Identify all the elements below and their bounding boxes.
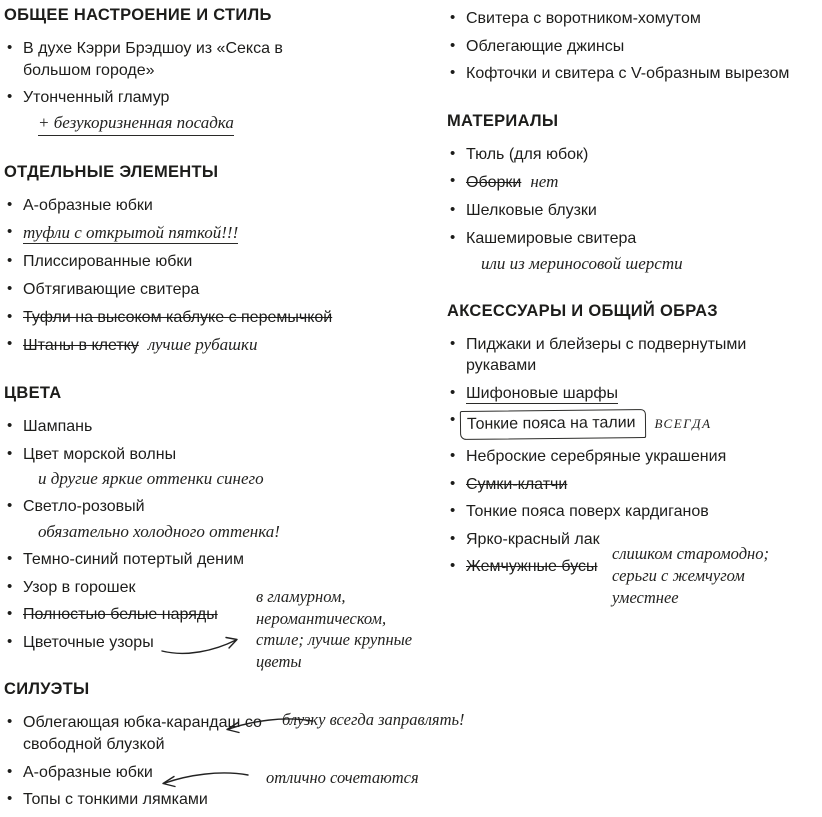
item-text: Кофточки и свитера с V-образным вырезом bbox=[466, 65, 790, 83]
item-text: Облегающая юбка-карандаш со свободной блузкой bbox=[23, 714, 262, 754]
item-list bbox=[447, 144, 790, 275]
section bbox=[447, 8, 790, 85]
item-list bbox=[4, 38, 440, 136]
bullet-icon: • bbox=[450, 529, 456, 547]
section-heading: МАТЕРИАЛЫ bbox=[447, 111, 559, 130]
bullet-icon: • bbox=[7, 632, 13, 650]
bullet-icon: • bbox=[450, 557, 456, 575]
list-item bbox=[4, 416, 440, 438]
list-item bbox=[447, 544, 790, 607]
item-text: Туфли на высоком каблуке с перемычкой bbox=[23, 308, 333, 326]
list-item bbox=[447, 200, 790, 222]
bullet-icon: • bbox=[7, 335, 13, 353]
columns bbox=[4, 4, 790, 817]
arrow-right-icon bbox=[158, 634, 246, 660]
note-line: блузку всегда заправлять! bbox=[282, 710, 465, 730]
item-text: Полностью белые наряды bbox=[23, 606, 218, 624]
item-text: Темно-синий потертый деним bbox=[23, 551, 244, 569]
list-item bbox=[4, 307, 440, 329]
bullet-icon: • bbox=[7, 550, 13, 568]
list-item bbox=[447, 383, 790, 405]
item-text: Тонкие пояса поверх кардиганов bbox=[466, 503, 709, 521]
handwritten-side-note bbox=[266, 767, 419, 789]
bullet-icon: • bbox=[7, 307, 13, 325]
item-list bbox=[4, 710, 465, 810]
note-line: стиле; лучше крупные bbox=[256, 630, 413, 650]
item-text: Тюль (для юбок) bbox=[466, 145, 589, 163]
bullet-icon: • bbox=[450, 172, 456, 190]
handwritten-side-note bbox=[612, 543, 822, 608]
item-text: Утонченный гламур bbox=[23, 89, 170, 107]
section bbox=[447, 301, 790, 607]
item-text: туфли с открытой пяткой!!! bbox=[23, 223, 239, 243]
item-list bbox=[4, 416, 440, 672]
item-text: Облегающие джинсы bbox=[466, 37, 625, 55]
item-text: Свитера с воротником-хомутом bbox=[466, 10, 701, 27]
list-item bbox=[447, 63, 790, 85]
section-heading: ЦВЕТА bbox=[4, 384, 62, 403]
item-text: Цветочные узоры bbox=[23, 633, 154, 651]
list-item bbox=[4, 222, 440, 245]
bullet-icon: • bbox=[7, 497, 13, 515]
item-text: Плиссированные юбки bbox=[23, 253, 193, 271]
handwritten-note: + безукоризненная посадка bbox=[38, 112, 234, 136]
list-item bbox=[4, 334, 440, 357]
list-item bbox=[447, 8, 790, 30]
note-line: в гламурном, bbox=[256, 586, 346, 606]
item-text: Жемчужные бусы bbox=[466, 558, 598, 576]
section-heading: ОТДЕЛЬНЫЕ ЭЛЕМЕНТЫ bbox=[4, 162, 219, 181]
bullet-icon: • bbox=[450, 36, 456, 54]
section-heading: АКСЕССУАРЫ И ОБЩИЙ ОБРАЗ bbox=[447, 301, 718, 320]
list-item bbox=[4, 38, 440, 81]
note-line: неромантическом, bbox=[256, 608, 387, 628]
list-item bbox=[447, 474, 790, 496]
list-item bbox=[4, 87, 440, 136]
list-item bbox=[447, 334, 790, 377]
item-text: Кашемировые свитера bbox=[466, 229, 637, 247]
item-text: Шелковые блузки bbox=[466, 202, 597, 220]
section bbox=[4, 680, 465, 810]
handwritten-note: лучше рубашки bbox=[147, 335, 258, 355]
bullet-icon: • bbox=[450, 334, 456, 352]
section-heading: ОБЩЕЕ НАСТРОЕНИЕ И СТИЛЬ bbox=[4, 6, 272, 24]
bullet-icon: • bbox=[450, 228, 456, 246]
handwritten-note: обязательно холодного оттенка! bbox=[38, 522, 280, 541]
list-item bbox=[447, 171, 790, 194]
item-list bbox=[447, 8, 790, 85]
bullet-icon: • bbox=[450, 144, 456, 162]
list-item bbox=[447, 410, 790, 439]
item-text: Светло-розовый bbox=[23, 498, 145, 516]
bullet-icon: • bbox=[7, 88, 13, 106]
list-item bbox=[4, 279, 440, 301]
item-text: Штаны в клетку bbox=[23, 337, 139, 355]
column-left bbox=[4, 4, 465, 817]
handwritten-note: и другие яркие оттенки синего bbox=[38, 469, 264, 489]
item-text: А-образные юбки bbox=[23, 196, 153, 214]
bullet-icon: • bbox=[7, 713, 13, 731]
section bbox=[4, 163, 440, 357]
bullet-icon: • bbox=[450, 446, 456, 464]
item-text: Топы с тонкими лямками bbox=[23, 791, 208, 809]
list-item bbox=[4, 444, 440, 491]
item-text: В духе Кэрри Брэдшоу из «Секса в большом городе» bbox=[23, 40, 283, 79]
note-line: слишком старомодно; bbox=[612, 544, 769, 564]
list-item bbox=[4, 710, 465, 755]
list-item bbox=[447, 228, 790, 275]
item-text: Обтягивающие свитера bbox=[23, 281, 200, 298]
list-item bbox=[447, 501, 790, 523]
list-item bbox=[4, 549, 440, 571]
item-text: Оборки bbox=[466, 174, 522, 192]
item-text: Шампань bbox=[23, 418, 93, 436]
item-text: Шифоновые шарфы bbox=[466, 384, 619, 402]
handwritten-side-note bbox=[256, 586, 456, 673]
bullet-icon: • bbox=[7, 444, 13, 462]
section bbox=[4, 384, 440, 672]
arrow-left-icon bbox=[156, 769, 252, 791]
item-text: Неброские серебряные украшения bbox=[466, 447, 727, 465]
bullet-icon: • bbox=[7, 762, 13, 780]
bullet-icon: • bbox=[7, 577, 13, 595]
item-list bbox=[4, 195, 440, 357]
item-text: Цвет морской волны bbox=[23, 445, 177, 463]
bullet-icon: • bbox=[7, 195, 13, 213]
list-item bbox=[447, 144, 790, 166]
bullet-icon: • bbox=[450, 502, 456, 520]
bullet-icon: • bbox=[450, 411, 456, 429]
section bbox=[4, 6, 440, 136]
item-text: Сумки-клатчи bbox=[466, 475, 568, 493]
bullet-icon: • bbox=[7, 790, 13, 808]
list-item bbox=[447, 446, 790, 468]
list-item bbox=[4, 789, 440, 811]
list-item bbox=[447, 36, 790, 58]
list-item bbox=[4, 496, 440, 543]
bullet-icon: • bbox=[7, 605, 13, 623]
handwritten-note: нет bbox=[530, 172, 559, 192]
bullet-icon: • bbox=[450, 383, 456, 401]
handwritten-note: или из мериносовой шерсти bbox=[481, 253, 683, 273]
handwritten-side-note bbox=[282, 709, 465, 731]
note-line: серьги с жемчугом bbox=[612, 566, 745, 586]
item-text: А-образные юбки bbox=[23, 763, 153, 781]
bullet-icon: • bbox=[7, 417, 13, 435]
list-item bbox=[4, 251, 440, 273]
item-text: Узор в горошек bbox=[23, 578, 136, 596]
bullet-icon: • bbox=[450, 474, 456, 492]
bullet-icon: • bbox=[7, 280, 13, 297]
bullet-icon: • bbox=[7, 223, 13, 241]
item-text: Ярко-красный лак bbox=[466, 530, 600, 548]
bullet-icon: • bbox=[450, 64, 456, 82]
list-item bbox=[4, 762, 440, 787]
section-heading: СИЛУЭТЫ bbox=[4, 680, 90, 699]
handwritten-note: ВСЕГДА bbox=[654, 416, 712, 432]
bullet-icon: • bbox=[450, 201, 456, 219]
item-list bbox=[447, 334, 790, 607]
bullet-icon: • bbox=[450, 9, 456, 26]
bullet-icon: • bbox=[7, 39, 13, 56]
item-text: Пиджаки и блейзеры с подвернутыми рукавами bbox=[466, 335, 747, 375]
section bbox=[447, 112, 790, 275]
column-right bbox=[440, 4, 790, 817]
list-item bbox=[4, 195, 440, 217]
note-line: уместнее bbox=[612, 587, 679, 607]
bullet-icon: • bbox=[7, 252, 13, 270]
item-text: Тонкие пояса на талии bbox=[460, 409, 646, 440]
note-line: цветы bbox=[256, 652, 302, 672]
note-line: отлично сочетаются bbox=[266, 767, 419, 787]
